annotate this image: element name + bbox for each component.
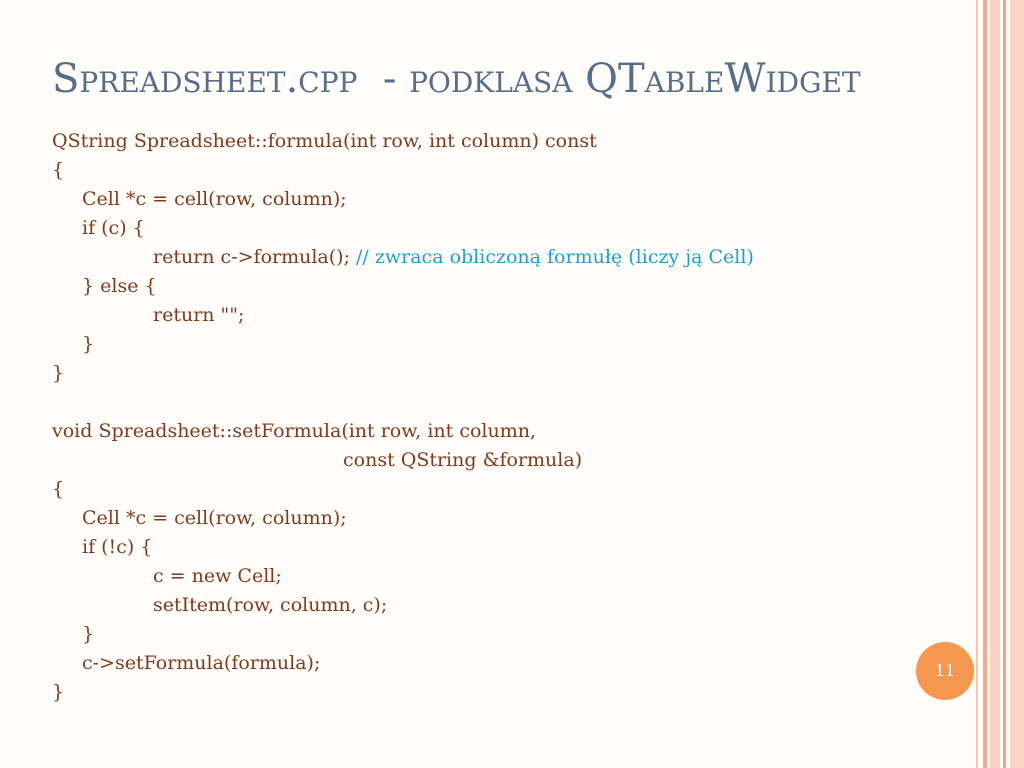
code-line: c = new Cell; [153, 565, 282, 587]
blank-line [52, 388, 952, 417]
slide-title: Spreadsheet.cpp - podklasa QTableWidget [52, 56, 861, 102]
code-line: const QString &formula) [343, 449, 583, 471]
code-line: } [82, 333, 95, 355]
code-line: if (!c) { [82, 536, 153, 558]
code-line: c->setFormula(formula); [82, 652, 321, 674]
code-line: return ""; [153, 304, 245, 326]
code-line: { [52, 478, 65, 500]
code-line: setItem(row, column, c); [153, 594, 388, 616]
decorative-stripe [983, 0, 987, 768]
code-line: } [82, 623, 95, 645]
code-line: } [52, 681, 65, 703]
code-line: } else { [82, 275, 157, 297]
decorative-stripe [990, 0, 1000, 768]
code-line: Cell *c = cell(row, column); [82, 188, 347, 210]
code-line: { [52, 159, 65, 181]
code-line [52, 243, 952, 272]
decorative-stripe [1010, 0, 1024, 768]
code-line: void Spreadsheet::setFormula(int row, int column, [52, 420, 536, 442]
code-line: } [52, 362, 65, 384]
code-line: QString Spreadsheet::formula(int row, int column) const [52, 130, 597, 152]
code-comment: // zwraca obliczoną formułę (liczy ją Cell) [356, 246, 754, 268]
code-line: if (c) { [82, 217, 145, 239]
decorative-stripe [1003, 0, 1006, 768]
code-statement: return c->formula(); [153, 246, 350, 268]
page-number-badge: 11 [916, 642, 974, 700]
code-listing [52, 127, 952, 707]
code-line: Cell *c = cell(row, column); [82, 507, 347, 529]
decorative-stripe [976, 0, 978, 768]
